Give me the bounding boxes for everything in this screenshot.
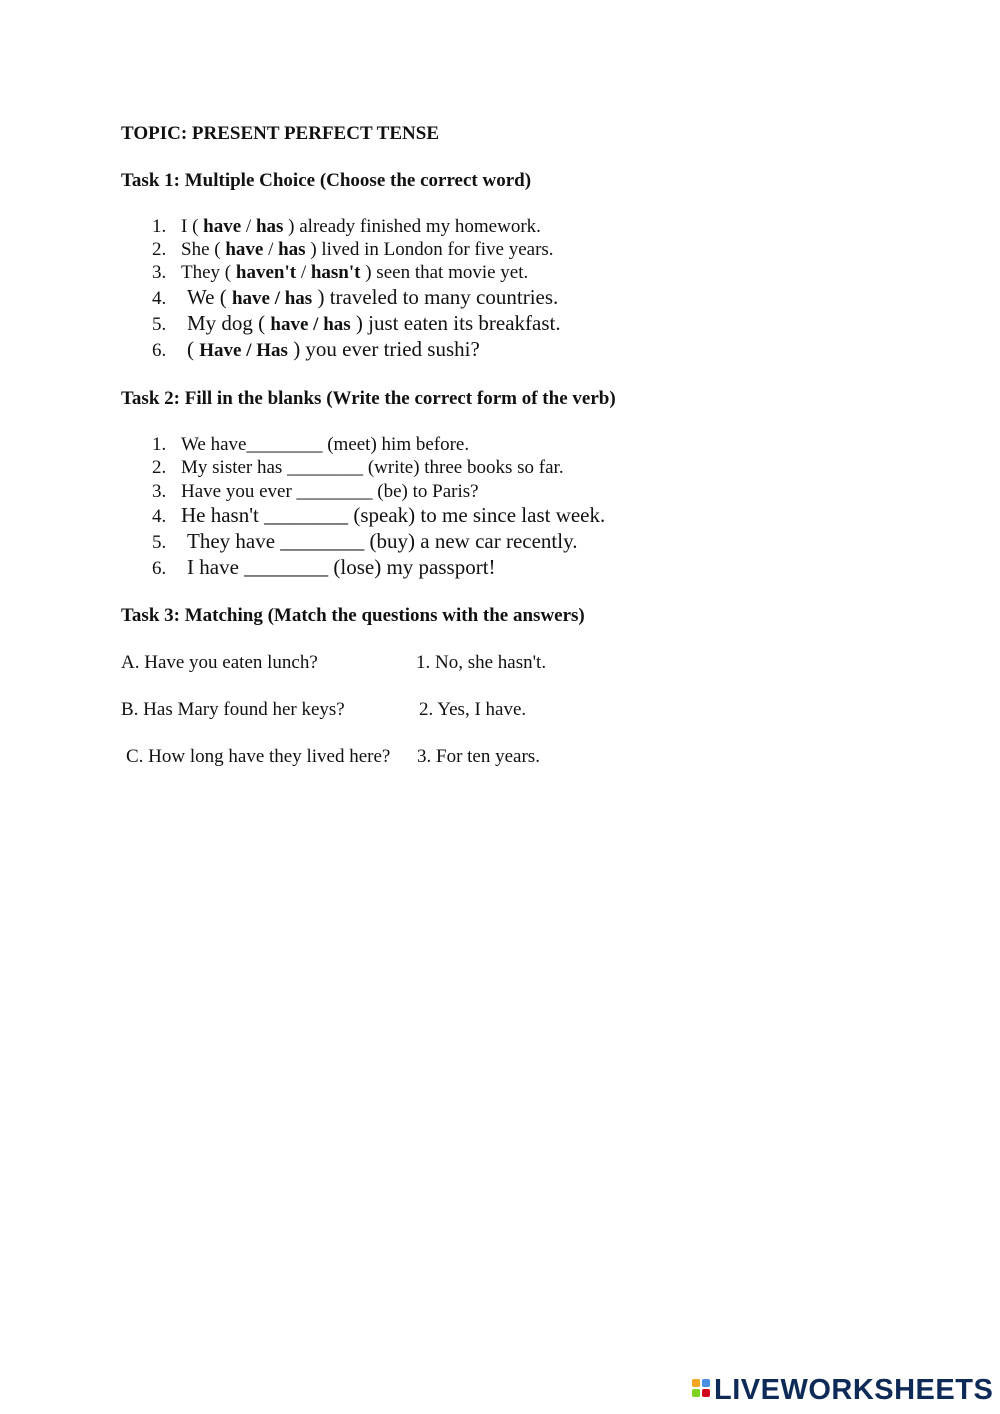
liveworksheets-logo-icon [692,1375,712,1405]
option-a[interactable]: have [231,288,270,309]
option-b[interactable]: Has [256,340,288,361]
task2-heading: Task 2: Fill in the blanks (Write the correct form of the verb) [121,388,616,409]
item-text: ( Have / Has ) you ever tried sushi? [187,337,480,361]
option-b[interactable]: has [255,216,284,237]
item-number: 2. [152,457,167,478]
match-question-a[interactable]: A. Have you eaten lunch? [121,652,318,673]
option-a[interactable]: Have [199,340,242,361]
option-a[interactable]: haven't [235,262,297,283]
option-b[interactable]: has [323,314,351,335]
item-number: 3. [152,481,167,502]
item-number: 6. [152,558,167,579]
match-question-b[interactable]: B. Has Mary found her keys? [121,699,345,720]
topic-title: TOPIC: PRESENT PERFECT TENSE [121,123,439,144]
item-text: We ( have / has ) traveled to many countries. [187,285,559,309]
item-text: I ( have / has ) already finished my homework. [181,216,541,237]
option-a[interactable]: have [270,314,309,335]
option-a[interactable]: have [203,216,242,237]
item-number: 5. [152,532,167,553]
item-text: They ( haven't / hasn't ) seen that movie yet. [181,262,529,283]
fill-blank-text[interactable]: My sister has ________ (write) three books so far. [181,457,564,478]
fill-blank-text[interactable]: He hasn't ________ (speak) to me since last week. [181,503,606,527]
option-a[interactable]: have [225,239,264,260]
item-number: 3. [152,262,167,283]
fill-blank-text[interactable]: We have________ (meet) him before. [181,434,470,455]
item-number: 2. [152,239,167,260]
item-number: 6. [152,340,167,361]
match-question-c[interactable]: C. How long have they lived here? [126,746,391,767]
item-text: She ( have / has ) lived in London for five years. [181,239,554,260]
item-text: My dog ( have / has ) just eaten its breakfast. [187,311,561,335]
option-b[interactable]: has [278,239,306,260]
item-number: 5. [152,314,167,335]
match-answer-3[interactable]: 3. For ten years. [417,746,540,767]
item-number: 1. [152,434,167,455]
task1-heading: Task 1: Multiple Choice (Choose the correct word) [121,170,532,191]
liveworksheets-logo[interactable] [692,1374,993,1406]
item-number: 1. [152,216,167,237]
item-number: 4. [152,506,167,527]
fill-blank-text[interactable]: Have you ever ________ (be) to Paris? [181,481,479,502]
fill-blank-text[interactable]: They have ________ (buy) a new car recently. [187,529,578,553]
option-b[interactable]: has [284,288,313,309]
match-answer-1[interactable]: 1. No, she hasn't. [416,652,547,673]
logo-text: LIVEWORKSHEETS [714,1373,994,1406]
fill-blank-text[interactable]: I have ________ (lose) my passport! [187,555,496,579]
option-b[interactable]: hasn't [310,262,361,283]
match-answer-2[interactable]: 2. Yes, I have. [419,699,527,720]
item-number: 4. [152,288,167,309]
task3-heading: Task 3: Matching (Match the questions with the answers) [121,605,585,626]
